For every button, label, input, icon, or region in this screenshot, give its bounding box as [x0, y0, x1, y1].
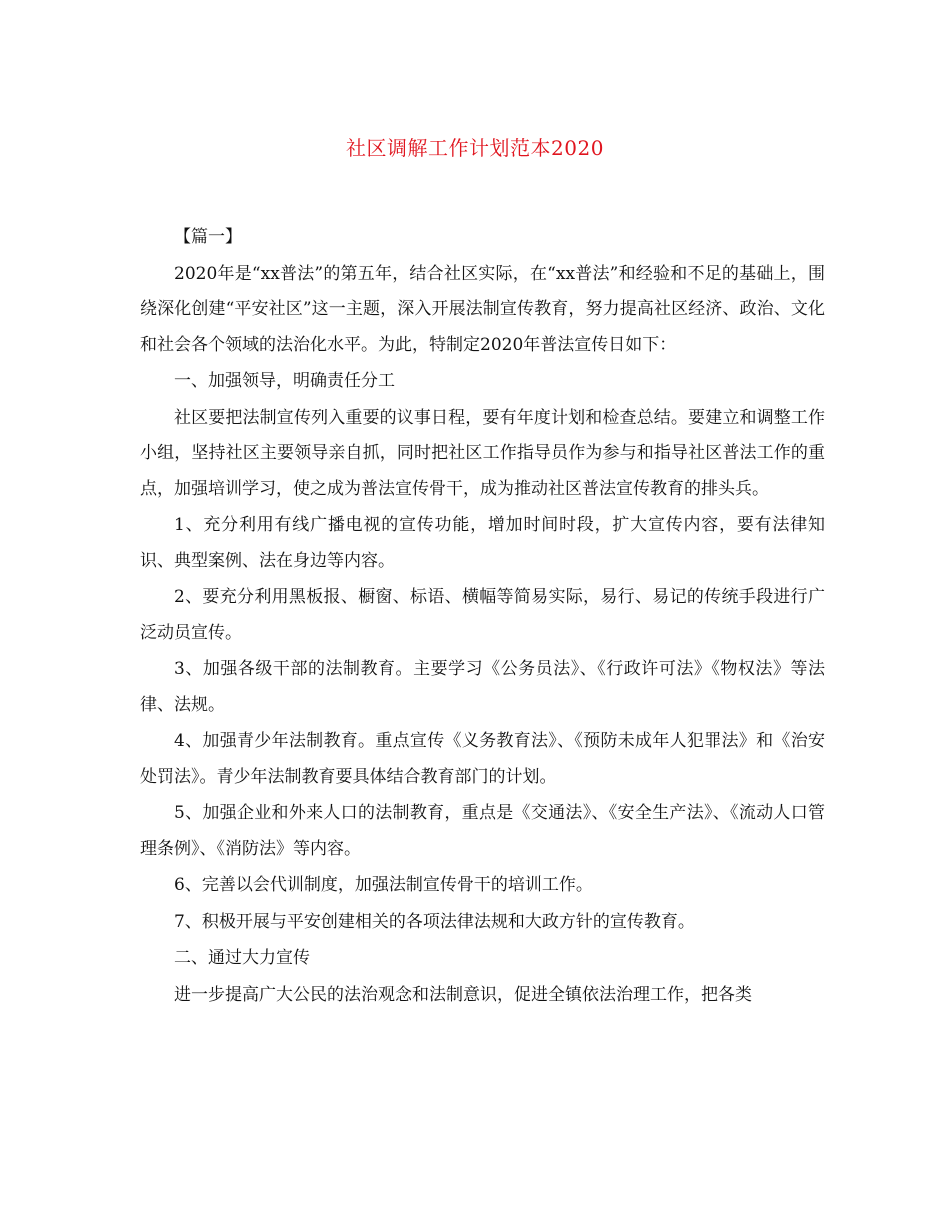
- paragraph-intro: 2020年是“xx普法”的第五年，结合社区实际，在“xx普法”和经验和不足的基础上，围绕深化创建“平安社区”这一主题，深入开展法制宣传教育，努力提高社区经济、政治、文化和社会各个领域的法治化水平。为此，特制定2020年普法宣传日如下：: [140, 263, 825, 355]
- paragraph-section-2-body: 进一步提高广大公民的法治观念和法制意识，促进全镇依法治理工作，把各类: [174, 984, 752, 1005]
- list-item-3: 3、加强各级干部的法制教育。主要学习《公务员法》、《行政许可法》《物权法》等法律、法规。: [140, 659, 825, 715]
- heading-section-2: 二、通过大力宣传: [174, 948, 310, 968]
- list-item-2: 2、要充分利用黑板报、橱窗、标语、横幅等简易实际，易行、易记的传统手段进行广泛动员宣传。: [140, 587, 825, 643]
- list-item-5: 5、加强企业和外来人口的法制教育，重点是《交通法》、《安全生产法》、《流动人口管理条例》、《消防法》等内容。: [140, 803, 825, 859]
- heading-section-1: 一、加强领导，明确责任分工: [174, 371, 395, 391]
- list-item-6: 6、完善以会代训制度，加强法制宣传骨干的培训工作。: [174, 875, 593, 895]
- document-title: 社区调解工作计划范本2020: [346, 136, 604, 160]
- document-body: [140, 220, 825, 1014]
- list-item-4: 4、加强青少年法制教育。重点宣传《义务教育法》、《预防未成年人犯罪法》和《治安处罚法》。青少年法制教育要具体结合教育部门的计划。: [140, 731, 825, 787]
- paragraph-section-1-body: 社区要把法制宣传列入重要的议事日程，要有年度计划和检查总结。要建立和调整工作小组，坚持社区主要领导亲自抓，同时把社区工作指导员作为参与和指导社区普法工作的重点，加强培训学习，使之成为普法宣传骨干，成为推动社区普法宣传教育的排头兵。: [140, 407, 825, 499]
- paragraph-section-label: 【篇一】: [174, 227, 242, 247]
- list-item-1: 1、充分利用有线广播电视的宣传功能，增加时间时段，扩大宣传内容，要有法律知识、典型案例、法在身边等内容。: [140, 515, 825, 571]
- list-item-7: 7、积极开展与平安创建相关的各项法律法规和大政方针的宣传教育。: [174, 911, 695, 932]
